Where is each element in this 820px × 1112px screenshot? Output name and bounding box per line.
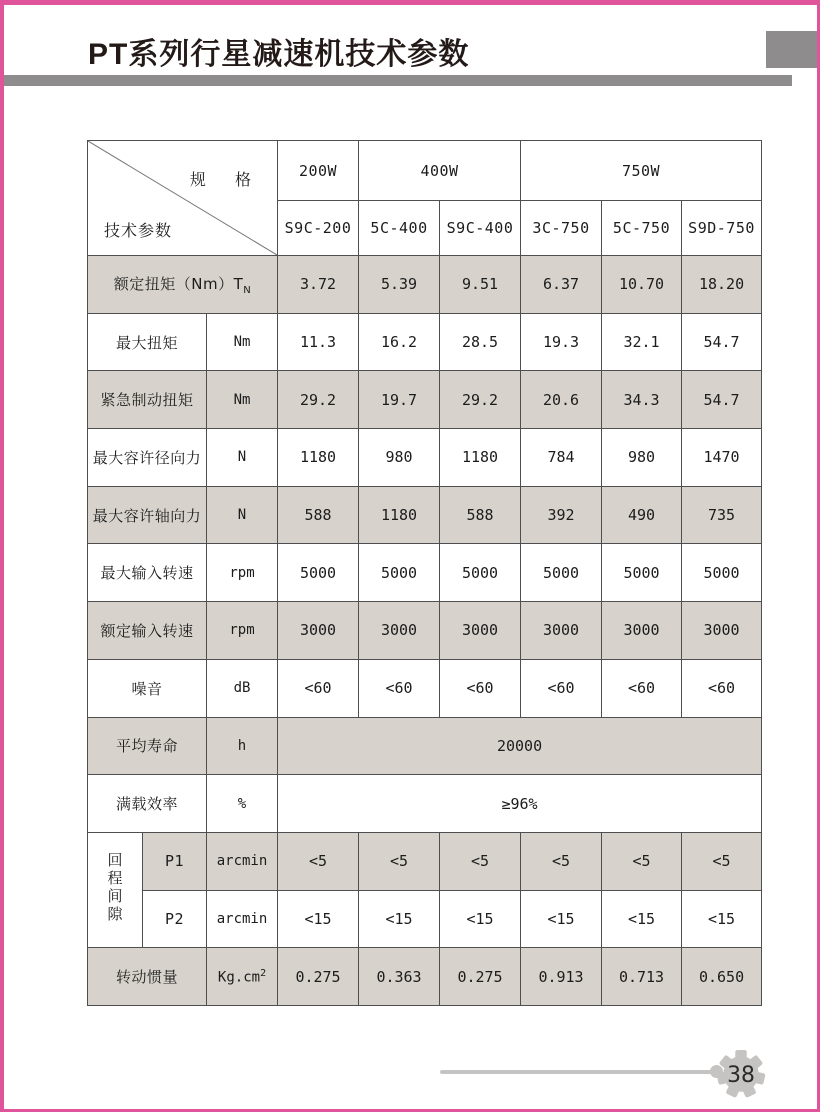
- row-value: 490: [602, 486, 682, 544]
- row-value: 16.2: [359, 313, 440, 371]
- row-label: 额定输入转速: [88, 602, 207, 660]
- corner-cell: [88, 141, 278, 256]
- row-value: 0.275: [440, 948, 521, 1006]
- row-max-radial-force: [88, 429, 762, 487]
- row-value: 28.5: [440, 313, 521, 371]
- row-unit: Nm: [207, 313, 278, 371]
- row-value: 54.7: [682, 371, 762, 429]
- row-value: 588: [440, 486, 521, 544]
- row-unit: %: [207, 775, 278, 833]
- row-value: <15: [682, 890, 762, 948]
- row-value: 20.6: [521, 371, 602, 429]
- param-axis-label: 技术参数: [104, 221, 173, 240]
- row-value: <60: [278, 659, 359, 717]
- row-value: <5: [602, 832, 682, 890]
- power-group-750w: 750W: [521, 141, 762, 201]
- row-label: 转动惯量: [88, 948, 207, 1006]
- row-unit: dB: [207, 659, 278, 717]
- row-value: 34.3: [602, 371, 682, 429]
- row-max-torque: [88, 313, 762, 371]
- row-max-axial-force: [88, 486, 762, 544]
- row-max-input-speed: [88, 544, 762, 602]
- row-value: 5000: [682, 544, 762, 602]
- row-value: 29.2: [440, 371, 521, 429]
- row-value: <5: [359, 832, 440, 890]
- row-unit: N: [207, 486, 278, 544]
- row-rated-input-speed: [88, 602, 762, 660]
- row-value: 5000: [440, 544, 521, 602]
- power-group-200w: 200W: [278, 141, 359, 201]
- backlash-group-label: 回程间隙: [88, 832, 143, 947]
- row-value: 6.37: [521, 256, 602, 314]
- header-row-power: [88, 141, 762, 201]
- row-value: 735: [682, 486, 762, 544]
- row-label: 最大输入转速: [88, 544, 207, 602]
- row-value: <15: [521, 890, 602, 948]
- row-value: 0.650: [682, 948, 762, 1006]
- row-rotational-inertia: [88, 948, 762, 1006]
- row-value: 11.3: [278, 313, 359, 371]
- row-value: 3.72: [278, 256, 359, 314]
- model-cell: 5C-400: [359, 201, 440, 256]
- row-unit: arcmin: [207, 832, 278, 890]
- spec-table: [87, 140, 762, 1006]
- row-label: 满载效率: [88, 775, 207, 833]
- model-cell: 3C-750: [521, 201, 602, 256]
- row-label: 额定扭矩$(Nm)T_N$: [88, 256, 278, 314]
- row-merged-value: ≥96%: [278, 775, 762, 833]
- row-value: 3000: [359, 602, 440, 660]
- row-value: 0.275: [278, 948, 359, 1006]
- header-accent-square: [766, 31, 817, 68]
- row-value: 0.913: [521, 948, 602, 1006]
- row-value: 0.363: [359, 948, 440, 1006]
- row-value: 19.7: [359, 371, 440, 429]
- row-unit: h: [207, 717, 278, 775]
- spec-axis-label: 规 格: [189, 170, 264, 189]
- row-value: 980: [602, 429, 682, 487]
- row-full-load-efficiency: [88, 775, 762, 833]
- row-value: 5000: [602, 544, 682, 602]
- footer-rule: [440, 1070, 716, 1074]
- model-cell: S9C-400: [440, 201, 521, 256]
- row-value: 588: [278, 486, 359, 544]
- row-value: 1470: [682, 429, 762, 487]
- row-label: 平均寿命: [88, 717, 207, 775]
- row-value: <5: [440, 832, 521, 890]
- row-value: 9.51: [440, 256, 521, 314]
- backlash-grade: P2: [143, 890, 207, 948]
- gear-page-badge-icon: [716, 1049, 766, 1099]
- row-noise: [88, 659, 762, 717]
- row-value: 32.1: [602, 313, 682, 371]
- row-value: 3000: [682, 602, 762, 660]
- row-value: <5: [521, 832, 602, 890]
- row-value: 784: [521, 429, 602, 487]
- row-value: <5: [278, 832, 359, 890]
- row-value: 29.2: [278, 371, 359, 429]
- row-value: 5.39: [359, 256, 440, 314]
- row-value: 3000: [440, 602, 521, 660]
- row-value: 3000: [278, 602, 359, 660]
- row-unit: $Kg.cm^2$: [207, 948, 278, 1006]
- row-value: <15: [602, 890, 682, 948]
- row-value: <60: [440, 659, 521, 717]
- row-merged-value: 20000: [278, 717, 762, 775]
- row-label: 最大容许径向力: [88, 429, 207, 487]
- row-value: <60: [521, 659, 602, 717]
- row-unit: rpm: [207, 544, 278, 602]
- row-value: <15: [278, 890, 359, 948]
- row-unit: arcmin: [207, 890, 278, 948]
- row-label: 最大容许轴向力: [88, 486, 207, 544]
- row-value: 980: [359, 429, 440, 487]
- power-group-400w: 400W: [359, 141, 521, 201]
- row-rated-torque: [88, 256, 762, 314]
- model-cell: 5C-750: [602, 201, 682, 256]
- row-backlash-p1: [88, 832, 762, 890]
- row-value: <15: [440, 890, 521, 948]
- title-underline-bar: [4, 75, 792, 86]
- row-value: <60: [682, 659, 762, 717]
- row-value: 10.70: [602, 256, 682, 314]
- row-value: 5000: [278, 544, 359, 602]
- row-value: 5000: [359, 544, 440, 602]
- row-value: <5: [682, 832, 762, 890]
- row-unit: rpm: [207, 602, 278, 660]
- row-value: 3000: [521, 602, 602, 660]
- row-unit: N: [207, 429, 278, 487]
- row-label: 最大扭矩: [88, 313, 207, 371]
- row-value: <60: [359, 659, 440, 717]
- row-value: <15: [359, 890, 440, 948]
- row-value: 0.713: [602, 948, 682, 1006]
- row-value: 1180: [359, 486, 440, 544]
- model-cell: S9D-750: [682, 201, 762, 256]
- row-average-life: [88, 717, 762, 775]
- page-number: 38: [727, 1062, 755, 1088]
- row-backlash-p2: [88, 890, 762, 948]
- row-value: 1180: [440, 429, 521, 487]
- row-value: 5000: [521, 544, 602, 602]
- row-value: 19.3: [521, 313, 602, 371]
- row-value: <60: [602, 659, 682, 717]
- row-value: 1180: [278, 429, 359, 487]
- row-value: 54.7: [682, 313, 762, 371]
- row-value: 3000: [602, 602, 682, 660]
- row-label: 紧急制动扭矩: [88, 371, 207, 429]
- row-emergency-brake-torque: [88, 371, 762, 429]
- row-label: 噪音: [88, 659, 207, 717]
- backlash-grade: P1: [143, 832, 207, 890]
- row-value: 18.20: [682, 256, 762, 314]
- page-title: PT系列行星减速机技术参数: [88, 38, 470, 71]
- row-unit: Nm: [207, 371, 278, 429]
- model-cell: S9C-200: [278, 201, 359, 256]
- row-value: 392: [521, 486, 602, 544]
